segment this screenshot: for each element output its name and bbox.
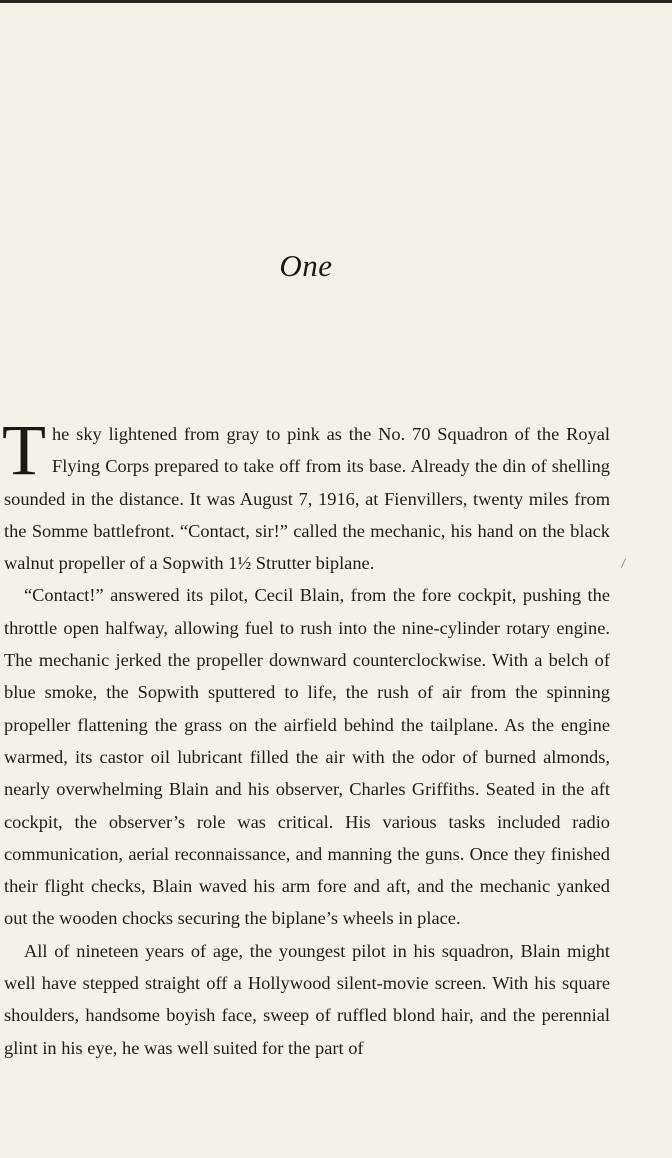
paragraph-3: All of nineteen years of age, the youngest pilot in his squadron, Blain might well have stepped straight off a Hollywood silent-movie screen. With his square shoulders, handsome boyish face, sweep of ruffled blond hair, and the perennial glint in his eye, he was well suited for the part of [4, 940, 610, 1058]
margin-mark [621, 558, 626, 567]
drop-cap: T [2, 410, 46, 490]
page-top-rule [0, 0, 672, 3]
paragraph-1-text: he sky lightened from gray to pink as the No. 70 Squadron of the Royal Flying Corps prepared to take off from its base. Already the din of shelling sounded in the distance. It was August 7, 1916, at Fienvillers, twenty miles from the Somme battlefront. “Contact, sir!” called the mechanic, his hand on the black walnut propeller of a Sopwith 1½ Strutter biplane. [4, 424, 610, 574]
paragraph-2: “Contact!” answered its pilot, Cecil Blain, from the fore cockpit, pushing the throttle open halfway, allowing fuel to rush into the nine-cylinder rotary engine. The mechanic jerked the propeller downward counterclockwise. With a belch of blue smoke, the Sopwith sputtered to life, the rush of air from the spinning propeller flattening the grass on the airfield behind the tailplane. As the engine warmed, its castor oil lubricant filled the air with the odor of burned almonds, nearly overwhelming Blain and his observer, Charles Griffiths. Seated in the aft cockpit, the observer’s role was critical. His various tasks included radio communication, aerial reconnaissance, and manning the guns. Once they finished their flight checks, Blain waved his arm fore and aft, and the mechanic yanked out the wooden chocks securing the biplane’s wheels in place. [4, 585, 610, 929]
paragraph-1 [2, 410, 610, 579]
body-text [2, 410, 610, 1064]
chapter-title: One [279, 248, 333, 283]
